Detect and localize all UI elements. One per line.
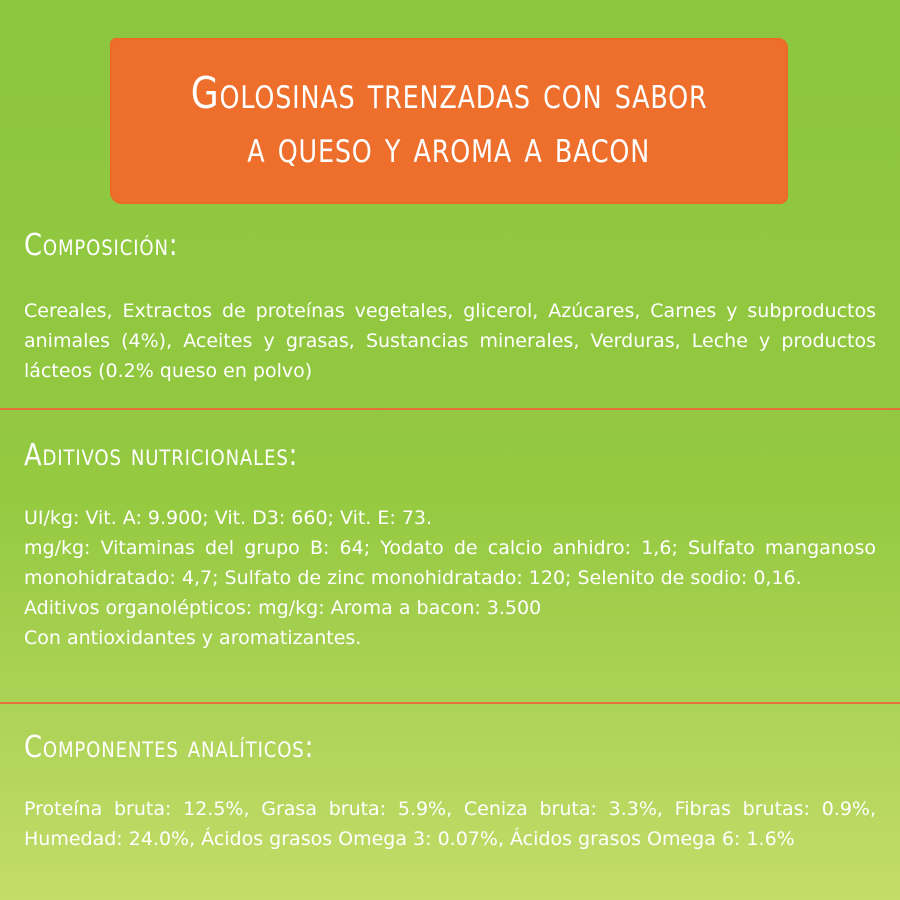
section-divider-1 [0,408,900,410]
componentes-heading: Componentes analíticos: [24,730,315,765]
composicion-section [24,296,876,386]
componentes-text: Proteína bruta: 12.5%, Grasa bruta: 5.9%, Ceniza bruta: 3.3%, Fibras brutas: 0.9%, Humedad: 24.0%, Ácidos grasos Omega 3: 0.07%, Ácidos grasos Omega 6: 1.6% [24,798,876,850]
aditivos-line-ui: UI/kg: Vit. A: 9.900; Vit. D3: 660; Vit. E: 73. [24,507,433,529]
aditivos-line-organolepticos: Aditivos organolépticos: mg/kg: Aroma a bacon: 3.500 [24,597,542,619]
section-divider-2 [0,702,900,704]
aditivos-section [24,503,876,653]
title-banner [110,38,788,204]
aditivos-line-antioxidantes: Con antioxidantes y aromatizantes. [24,627,362,649]
aditivos-line-mg: mg/kg: Vitaminas del grupo B: 64; Yodato de calcio anhidro: 1,6; Sulfato manganoso monohidratado: 4,7; Sulfato de zinc monohidratado: 120; Selenito de sodio: 0,16. [24,537,876,589]
composicion-text: Cereales, Extractos de proteínas vegetales, glicerol, Azúcares, Carnes y subproductos animales (4%), Aceites y grasas, Sustancias minerales, Verduras, Leche y productos lácteos (0.2% queso en polvo) [24,300,876,382]
componentes-section [24,794,876,854]
title-line-1: Golosinas trenzadas con sabor [190,68,708,119]
title-line-2: a queso y aroma a bacon [247,122,651,173]
aditivos-heading: Aditivos nutricionales: [24,438,299,473]
composicion-heading: Composición: [24,228,179,263]
